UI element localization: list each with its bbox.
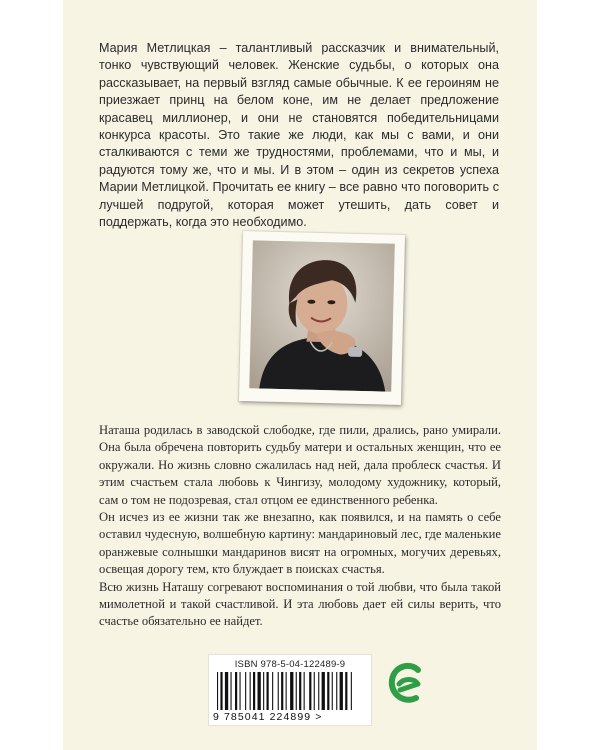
barcode-bar: [322, 672, 325, 710]
barcode-bar: [345, 672, 347, 710]
barcode-bar: [217, 672, 218, 710]
barcode-bar: [258, 672, 261, 710]
barcode-bar: [235, 672, 237, 710]
barcode-bar: [281, 672, 283, 710]
barcode-bar: [304, 672, 305, 710]
synopsis-paragraph: Наташа родилась в заводской слободке, где пили, дрались, рано умирали. Она была обречена повторить судьбу матери и остальных женщин, что ее окружали. Но жизнь словно сжалилась над ней, дала проблеск счастья. И этим счастьем стала любовь к Чингизу, молодому художнику, который, сам о том не подозревая, стал отцом ее единственного ребенка.: [99, 423, 501, 507]
isbn-label: ISBN 978-5-04-122489-9: [234, 659, 346, 670]
author-photo: [249, 240, 395, 391]
barcode-bar: [299, 672, 301, 710]
barcode-bar: [327, 672, 329, 710]
barcode-bar: [314, 672, 315, 710]
barcode-bar: [245, 672, 246, 710]
barcode-bar: [351, 672, 352, 710]
barcode-bar: [231, 672, 232, 710]
barcode-digits: 9 785041 224899 >: [213, 711, 323, 723]
book-synopsis: [99, 422, 501, 631]
barcode-bar: [332, 672, 333, 710]
isbn-barcode: [208, 654, 372, 726]
barcode-bar: [296, 672, 297, 710]
author-photo-frame: [239, 231, 405, 405]
synopsis-paragraph: Он исчез из ее жизни так же внезапно, как появился, и на память о себе оставил чудесную, волшебную картину: мандариновый лес, где маленькие оранжевые солнышки мандаринов висят на огромных, могучих деревьях, освещая дорогу тем, кто блуждает в поисках счастья.: [99, 510, 501, 577]
barcode-bar: [340, 672, 343, 710]
publisher-logo-icon: [388, 662, 424, 704]
back-cover: [63, 0, 537, 750]
barcode-bar: [253, 672, 255, 710]
barcode-bar: [225, 672, 228, 710]
barcode-bar: [286, 672, 287, 710]
barcode-bar: [336, 672, 337, 710]
author-description: Мария Метлицкая – талантливый рассказчик и внимательный, тонко чувствующий человек. Женские судьбы, о которых она рассказывает, на первый взгляд самые обычные. К ее героиням не приезжает принц на белом коне, им не делает предложение красавец миллионер, и они не становятся победительницами конкурса красоты. Это такие же люди, как мы с вами, и они сталкиваются с теми же трудностями, проблемами, что и мы, и радуются тому же, что и мы. И в этом – один из секретов успеха Марии Метлицкой. Прочитать ее книгу – все равно что поговорить с лучшей подругой, которая может утешить, дать совет и поддержать, когда это необходимо.: [99, 41, 499, 230]
synopsis-paragraph: Всю жизнь Наташу согревают воспоминания о той любви, что была такой мимолетной и такой счастливой. И эта любовь дает ей силы верить, что счастье обязательно ее найдет.: [99, 579, 501, 629]
barcode-bar: [263, 672, 264, 710]
barcode-bar: [267, 672, 269, 710]
barcode-bar: [240, 672, 241, 710]
barcode-bar: [278, 672, 279, 710]
barcode-bars: [217, 672, 363, 710]
barcode-bar: [272, 672, 273, 710]
barcode-bar: [250, 672, 251, 710]
barcode-bar: [220, 672, 222, 710]
barcode-bar: [318, 672, 319, 710]
barcode-bar: [290, 672, 293, 710]
barcode-bar: [309, 672, 311, 710]
